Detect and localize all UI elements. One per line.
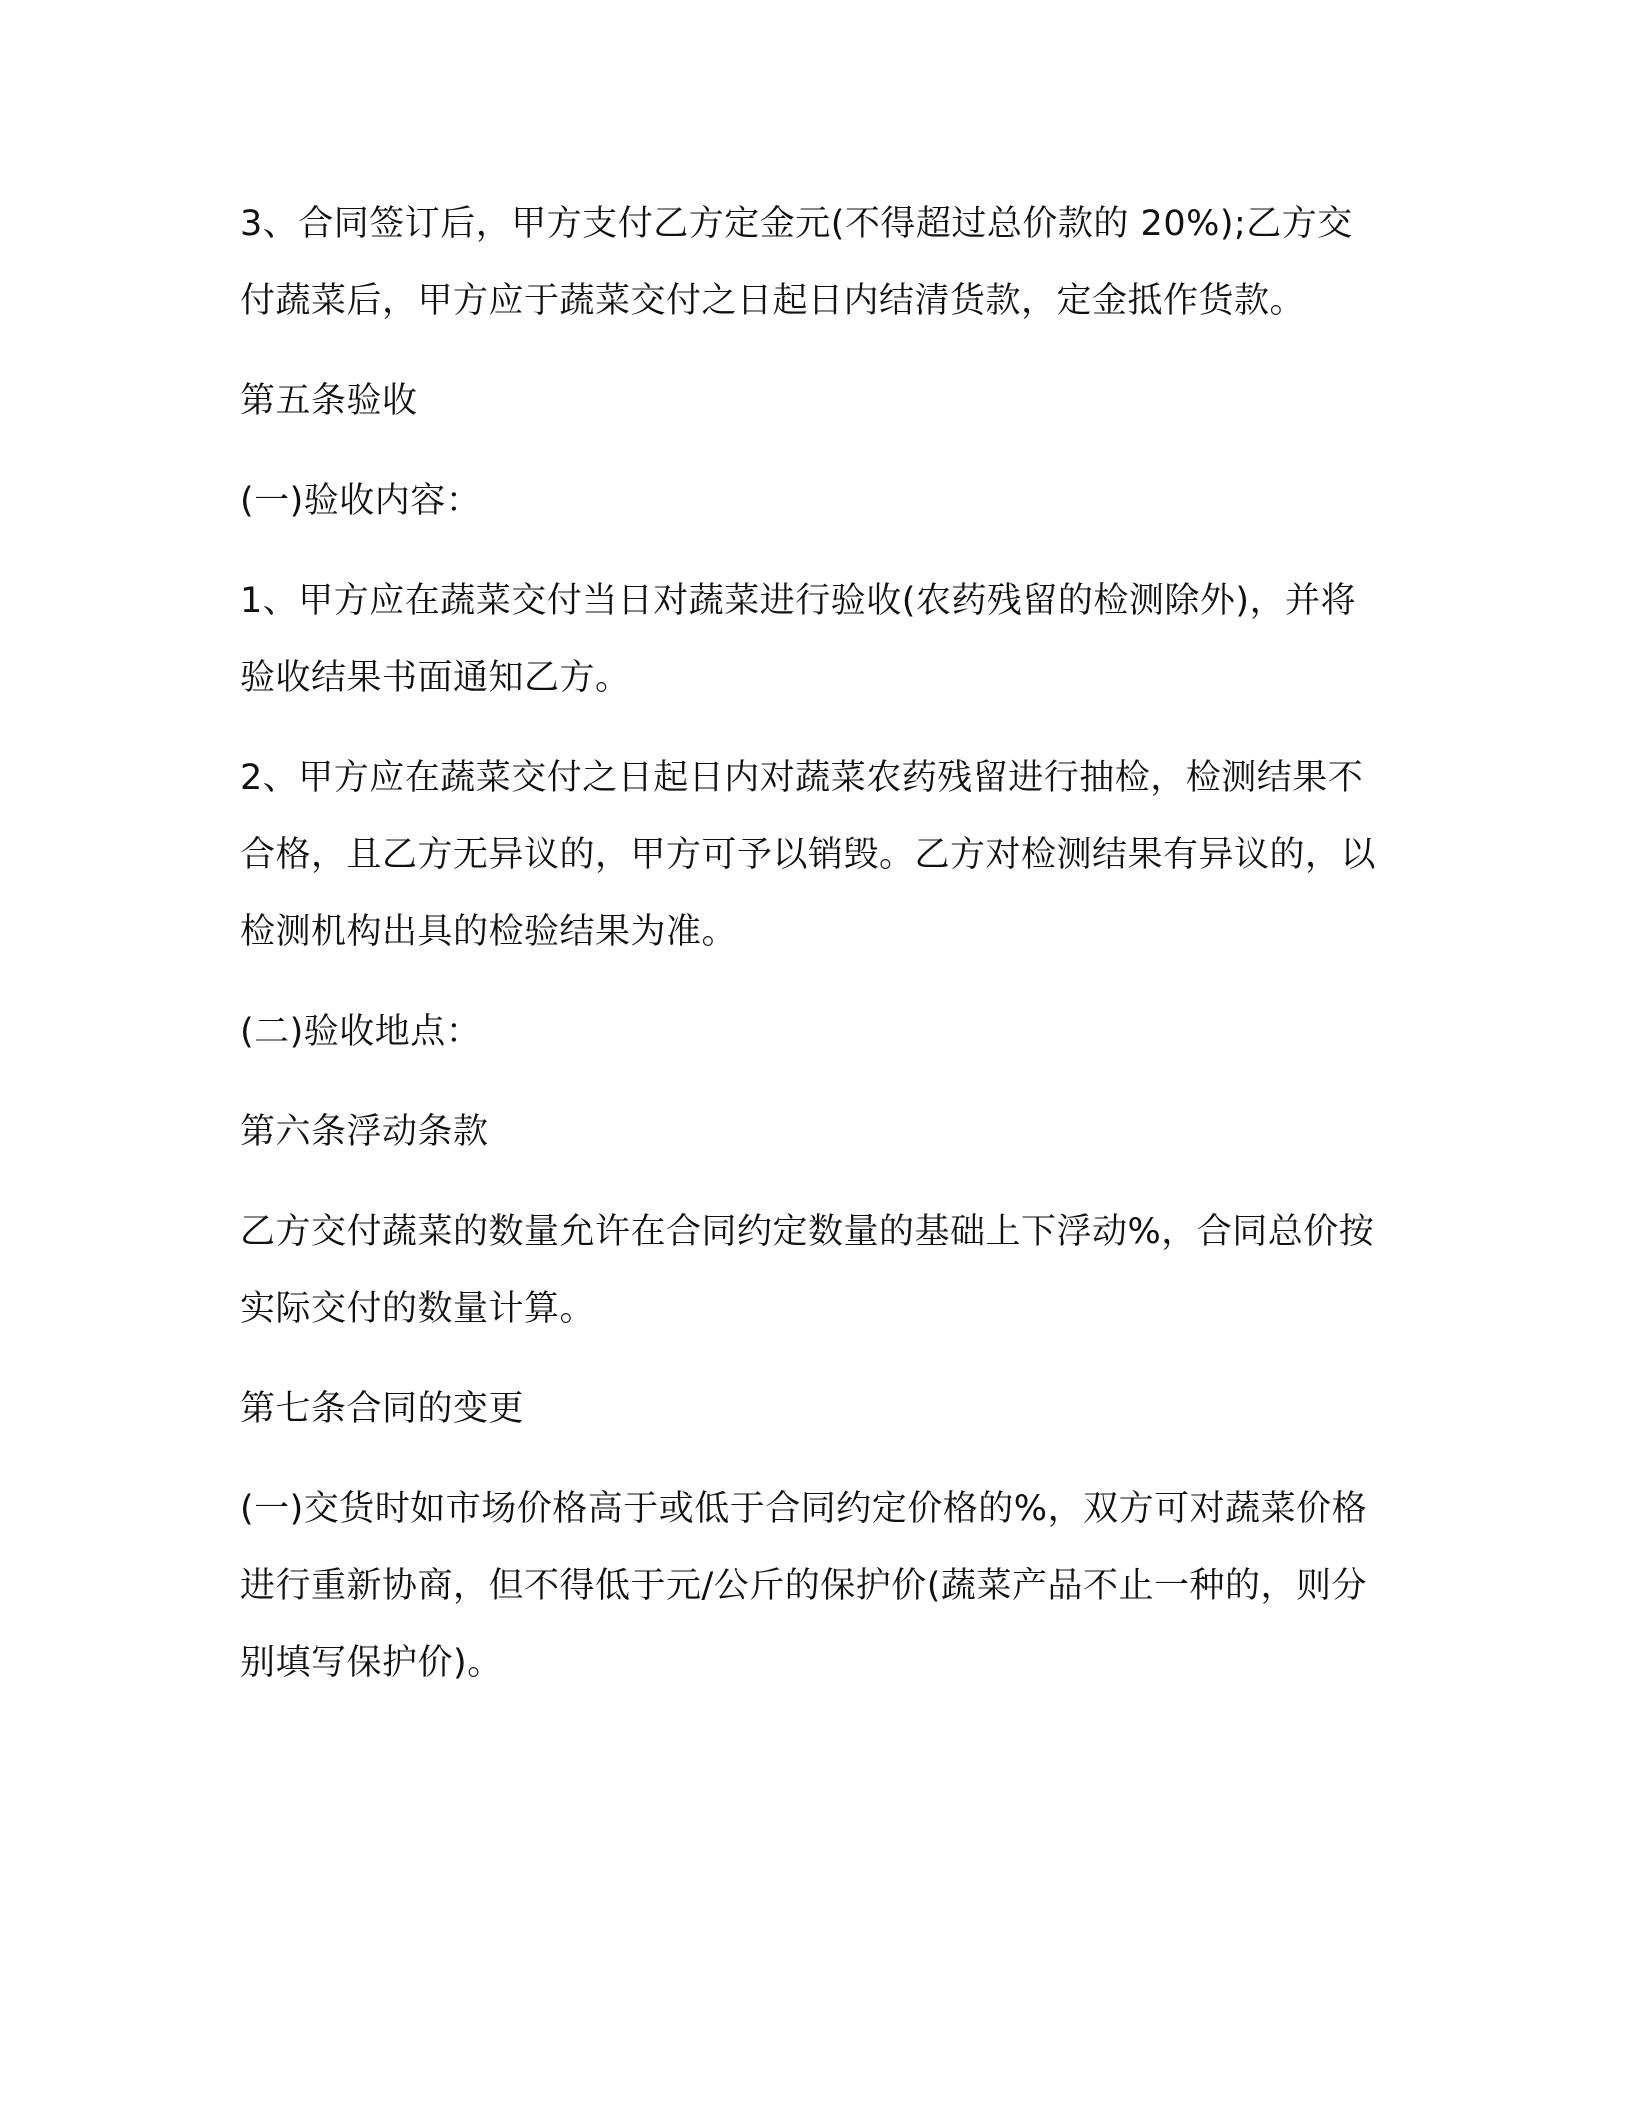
clause-paragraph-deposit-payment: 3、合同签订后，甲方支付乙方定金元(不得超过总价款的 20%);乙方交付蔬菜后，甲方应于蔬菜交付之日起日内结清货款，定金抵作货款。 <box>240 204 1353 321</box>
clause-paragraph-pesticide-check: 2、甲方应在蔬菜交付之日起日内对蔬菜农药残留进行抽检，检测结果不合格，且乙方无异议的，甲方可予以销毁。乙方对检测结果有异议的，以检测机构出具的检验结果为准。 <box>240 758 1377 952</box>
inspection-content-subheading: (一)验收内容： <box>240 481 482 521</box>
clause-paragraph-quantity-float: 乙方交付蔬菜的数量允许在合同约定数量的基础上下浮动%，合同总价按实际交付的数量计算。 <box>240 1212 1375 1329</box>
clause-paragraph-price-renegotiation: (一)交货时如市场价格高于或低于合同约定价格的%，双方可对蔬菜价格进行重新协商，但不得低于元/公斤的保护价(蔬菜产品不止一种的，则分别填写保护价)。 <box>240 1489 1368 1683</box>
document-body <box>240 186 1380 1725</box>
clause-paragraph-same-day-inspection: 1、甲方应在蔬菜交付当日对蔬菜进行验收(农药残留的检测除外)，并将验收结果书面通知乙方。 <box>240 581 1357 698</box>
article-five-heading: 第五条验收 <box>240 381 418 421</box>
article-six-heading: 第六条浮动条款 <box>240 1112 489 1152</box>
article-seven-heading: 第七条合同的变更 <box>240 1389 525 1429</box>
inspection-location-subheading: (二)验收地点： <box>240 1012 482 1052</box>
